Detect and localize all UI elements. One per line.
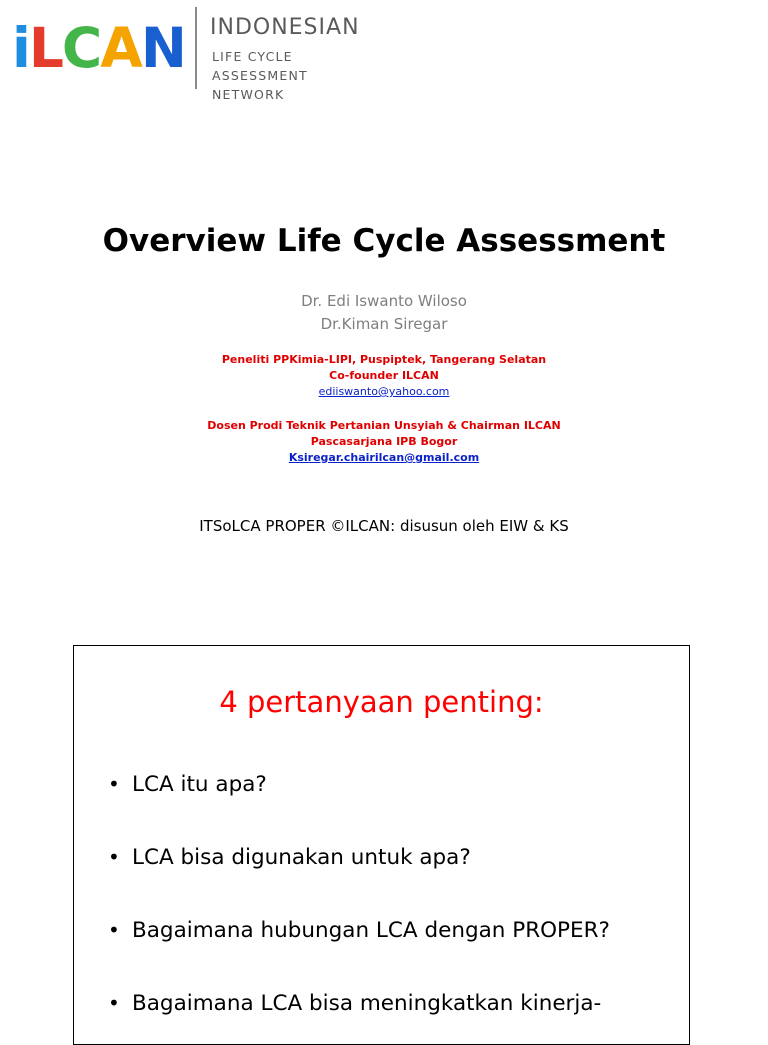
authors: [0, 290, 768, 336]
question-text: Bagaimana LCA bisa meningkatkan kinerja-: [132, 991, 602, 1016]
logo-letter: N: [140, 16, 185, 80]
logo-title: INDONESIAN: [210, 15, 360, 40]
slide-2-title: 4 pertanyaan penting:: [219, 685, 544, 719]
email-link[interactable]: Ksiregar.chairilcan@gmail.com: [288, 451, 480, 464]
logo-letter: C: [61, 16, 101, 80]
list-item: [108, 769, 267, 800]
affiliation-1: [0, 352, 768, 400]
bullet-icon: •: [108, 772, 120, 796]
logo-letter: L: [28, 16, 62, 80]
email-link[interactable]: ediiswanto@yahoo.com: [318, 385, 450, 398]
logo-divider: [195, 7, 197, 89]
affiliation-line: Peneliti PPKimia-LIPI, Puspiptek, Tangerang Selatan: [221, 353, 547, 366]
logo-letter: i: [12, 16, 29, 80]
list-item: [108, 915, 610, 946]
logo-subtitle: LIFE CYCLE ASSESSMENT NETWORK: [212, 49, 308, 102]
affiliation-line: Pascasarjana IPB Bogor: [310, 435, 458, 448]
logo-letter: A: [100, 16, 141, 80]
bullet-icon: •: [108, 845, 120, 869]
bullet-icon: •: [108, 991, 120, 1015]
list-item: [108, 842, 471, 873]
slide-title: Overview Life Cycle Assessment: [102, 223, 666, 259]
question-text: LCA bisa digunakan untuk apa?: [132, 845, 471, 870]
bullet-icon: •: [108, 918, 120, 942]
author-name: Dr.Kiman Siregar: [320, 315, 448, 333]
ilcan-logo: [10, 5, 388, 102]
affiliation-2: [0, 418, 768, 466]
question-text: Bagaimana hubungan LCA dengan PROPER?: [132, 918, 610, 943]
affiliation-line: Dosen Prodi Teknik Pertanian Unsyiah & Chairman ILCAN: [207, 419, 561, 432]
copyright-note: ITSoLCA PROPER ©ILCAN: disusun oleh EIW & KS: [199, 517, 569, 535]
list-item: [108, 988, 601, 1019]
slide-2-frame: [73, 645, 690, 1045]
question-text: LCA itu apa?: [132, 772, 267, 797]
author-name: Dr. Edi Iswanto Wiloso: [301, 292, 467, 310]
affiliation-line: Co-founder ILCAN: [329, 369, 439, 382]
ilcan-logo-mark: [12, 17, 185, 79]
